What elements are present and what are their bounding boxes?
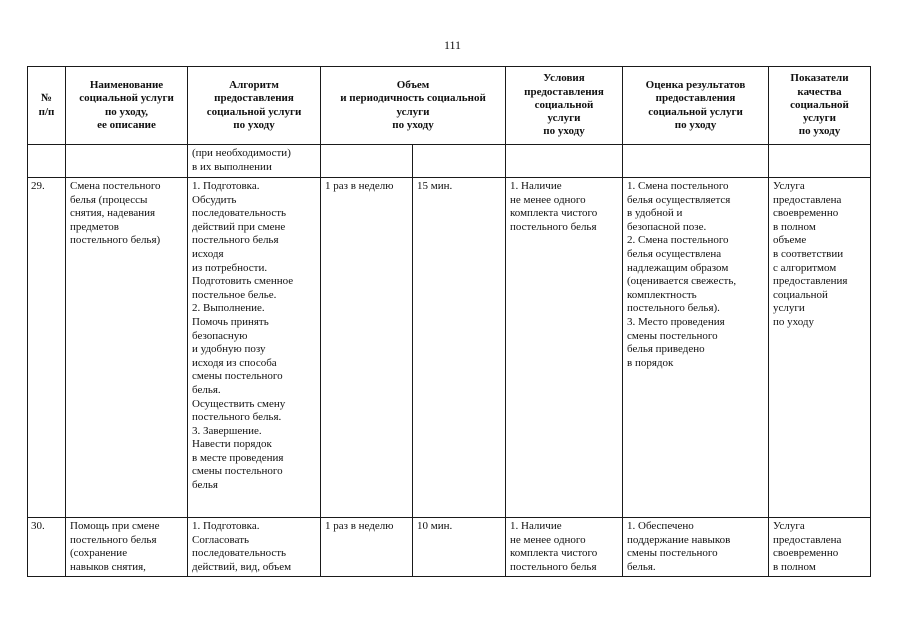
row-conditions [506, 145, 623, 178]
row-frequency: 1 раз в неделю [321, 178, 413, 518]
row-duration: 15 мин. [413, 178, 506, 518]
row-algorithm: (при необходимости) в их выполнении [188, 145, 321, 178]
page-number: 111 [443, 38, 462, 52]
row-evaluation: 1. Смена постельного белья осуществляется в удобной и безопасной позе. 2. Смена постельного белья осуществлена надлежащим образом (оценивается свежесть, комплектность постельного белья). 3. Место проведения смены постельного белья приведено в порядок [623, 178, 769, 518]
header-num: № п/п [28, 67, 66, 145]
table-row [28, 178, 871, 518]
row-quality [769, 145, 871, 178]
table-header-row [28, 67, 871, 145]
row-name: Помощь при смене постельного белья (сохранение навыков снятия, [66, 518, 188, 577]
row-duration: 10 мин. [413, 518, 506, 577]
row-duration [413, 145, 506, 178]
row-evaluation [623, 145, 769, 178]
row-num: 30. [28, 518, 66, 577]
row-quality: Услуга предоставлена своевременно в полном [769, 518, 871, 577]
table-row [28, 145, 871, 178]
header-name: Наименование социальной услуги по уходу, ее описание [66, 67, 188, 145]
row-conditions: 1. Наличие не менее одного комплекта чистого постельного белья [506, 518, 623, 577]
header-algorithm: Алгоритм предоставления социальной услуги по уходу [188, 67, 321, 145]
row-name [66, 145, 188, 178]
header-volume: Объем и периодичность социальной услуги по уходу [321, 67, 506, 145]
row-evaluation: 1. Обеспечено поддержание навыков смены постельного белья. [623, 518, 769, 577]
table-row [28, 518, 871, 577]
row-algorithm: 1. Подготовка. Согласовать последовательность действий, вид, объем [188, 518, 321, 577]
header-conditions: Условия предоставления социальной услуги по уходу [506, 67, 623, 145]
header-evaluation: Оценка результатов предоставления социальной услуги по уходу [623, 67, 769, 145]
row-name: Смена постельного белья (процессы снятия, надевания предметов постельного белья) [66, 178, 188, 518]
services-table [27, 66, 871, 577]
row-frequency [321, 145, 413, 178]
header-quality: Показатели качества социальной услуги по уходу [769, 67, 871, 145]
row-num [28, 145, 66, 178]
row-conditions: 1. Наличие не менее одного комплекта чистого постельного белья [506, 178, 623, 518]
row-num: 29. [28, 178, 66, 518]
row-quality: Услуга предоставлена своевременно в полном объеме в соответствии с алгоритмом предоставления социальной услуги по уходу [769, 178, 871, 518]
row-algorithm: 1. Подготовка. Обсудить последовательность действий при смене постельного белья исходя из потребности. Подготовить сменное постельное белье. 2. Выполнение. Помочь принять безопасную и удобную позу исходя из способа смены постельного белья. Осуществить смену постельного белья. 3. Завершение. Навести порядок в месте проведения смены постельного белья [188, 178, 321, 518]
row-frequency: 1 раз в неделю [321, 518, 413, 577]
